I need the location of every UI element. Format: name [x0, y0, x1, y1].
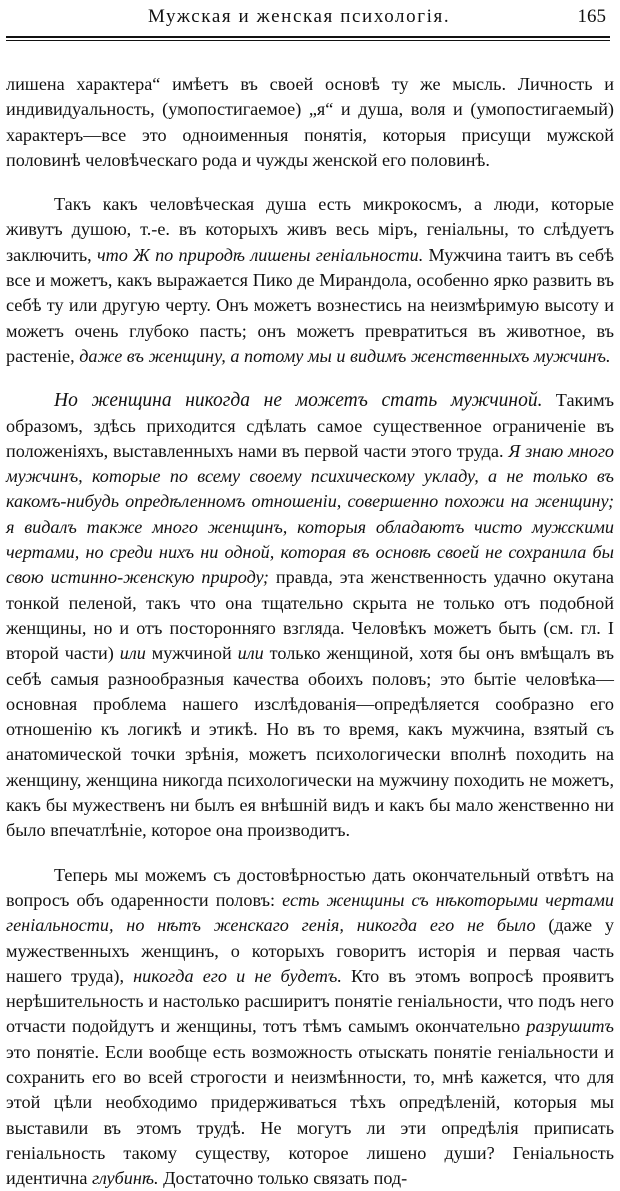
text-run: мужчиной	[145, 643, 238, 664]
paragraph-3	[6, 388, 614, 843]
text-run: Теперь мы можемъ съ достовѣрностью дать окончательный отвѣтъ на вопросъ объ одаренности половъ:	[6, 864, 614, 910]
text-run: лишена характера“ имѣетъ въ своей основѣ ту же мысль. Личность и индивидуальность, (умопостигаемое) „я“ и душа, воля и (умопостигаемый) характеръ—все это одноименныя понятія, которыя присущи мужской половинѣ человѣческаго рода и чужды женской его половинѣ.	[6, 74, 614, 170]
text-run: Мужчина таитъ въ себѣ все и можетъ, какъ выражается Пико де Мирандола, особенно ярко развить въ себѣ ту или другую черту. Онъ можетъ вознестись на неизмѣримую высоту и можетъ очень глубоко пасть; онъ можетъ превратиться въ животное, въ растеніе,	[6, 244, 614, 366]
running-title: Мужская и женская психологія.	[148, 6, 451, 27]
italic-text: или	[119, 643, 146, 664]
text-run: Кто въ этомъ вопросѣ проявитъ нерѣшительность и настолько расширитъ понятіе геніальности, что подъ него отчасти подойдутъ и женщины, тотъ тѣмъ самымъ окончательно	[6, 965, 614, 1037]
italic-text: даже въ женщину, а потому мы и видимъ женственныхъ мужчинъ.	[79, 345, 611, 366]
italic-text: Я знаю много мужчинъ, которые по всему своему психическому укладу, а не только въ какомъ-нибудь опредѣленномъ отношеніи, совершенно похожи на женщину; я видалъ также много женщинъ, которыя обладаютъ чисто мужскими чертами, но среди нихъ ни одной, которая въ основѣ своей не сохранила бы свою истинно-женскую природу;	[6, 440, 615, 588]
text-run: правда, эта женственность удачно окутана тонкой пеленой, такъ что она тщательно скрыта не только отъ подобной женщины, но и отъ посторонняго взгляда. Человѣкъ можетъ быть (см. гл. I второй части)	[6, 567, 614, 664]
paragraph-4	[6, 863, 614, 1191]
text-run: Такъ какъ человѣческая душа есть микрокосмъ, а люди, которые живутъ душою, т.-е. въ которыхъ живъ весь міръ, геніальны, то слѣдуетъ заключить,	[6, 194, 614, 265]
text-run: это понятіе. Если вообще есть возможность отыскать понятіе геніальности и сохранить его во всей строгости и неизмѣнности, то, мнѣ кажется, что для этой цѣли необходимо придерживаться тѣхъ опредѣленій, которыя мы выставили въ этомъ трудѣ. Не могутъ ли эти опредѣлія приписать геніальность такому существу, которое лишено души? Геніальность идентична	[6, 1041, 614, 1189]
header-rule-thick	[6, 36, 610, 38]
italic-text: что Ж по природѣ лишены геніальности.	[97, 244, 424, 265]
emphasized-text: Но женщина никогда не можетъ стать мужчиной.	[54, 390, 543, 412]
italic-text: никогда его и не будетъ.	[133, 965, 342, 986]
text-run: только женщиной, хотя бы онъ вмѣщалъ въ себѣ самыя разнообразныя качества обоихъ половъ; это бытіе человѣка—основная проблема нашего изслѣдованія—опредѣляется сообразно его отношенію къ логикѣ и этикѣ. Но въ то время, какъ мужчина, взятый съ анатомической точки зрѣнія, можетъ психологически вполнѣ походить на женщину, женщина никогда психологически на мужчину походить не можетъ, какъ бы мужественъ ни былъ ея внѣшній видъ и какъ бы мало женственно ни было впечатлѣніе, которое она производитъ.	[6, 643, 614, 841]
header-rule-thin	[6, 40, 610, 41]
page-header	[6, 4, 610, 34]
italic-text: глубинѣ.	[91, 1168, 159, 1189]
paragraph-1	[6, 72, 614, 173]
paragraph-2	[6, 192, 614, 369]
italic-text: или	[237, 643, 264, 664]
italic-text: есть женщины съ нѣкоторыми чертами геніальности, но нѣтъ женскаго генія, никогда его не было	[6, 889, 615, 936]
italic-text: разрушитъ	[526, 1016, 614, 1037]
text-run: Достаточно только связать под-	[158, 1168, 408, 1189]
page-body	[6, 72, 614, 1191]
text-run: (даже у мужественныхъ женщинъ, о которыхъ говоритъ исторія и первая часть нашего труда),	[6, 915, 614, 986]
page-number: 165	[577, 6, 606, 27]
text-run: Такимъ образомъ, здѣсь приходится сдѣлать самое существенное ограниченіе въ положеніяхъ, выставленныхъ нами въ первой части этого труда.	[6, 390, 614, 461]
